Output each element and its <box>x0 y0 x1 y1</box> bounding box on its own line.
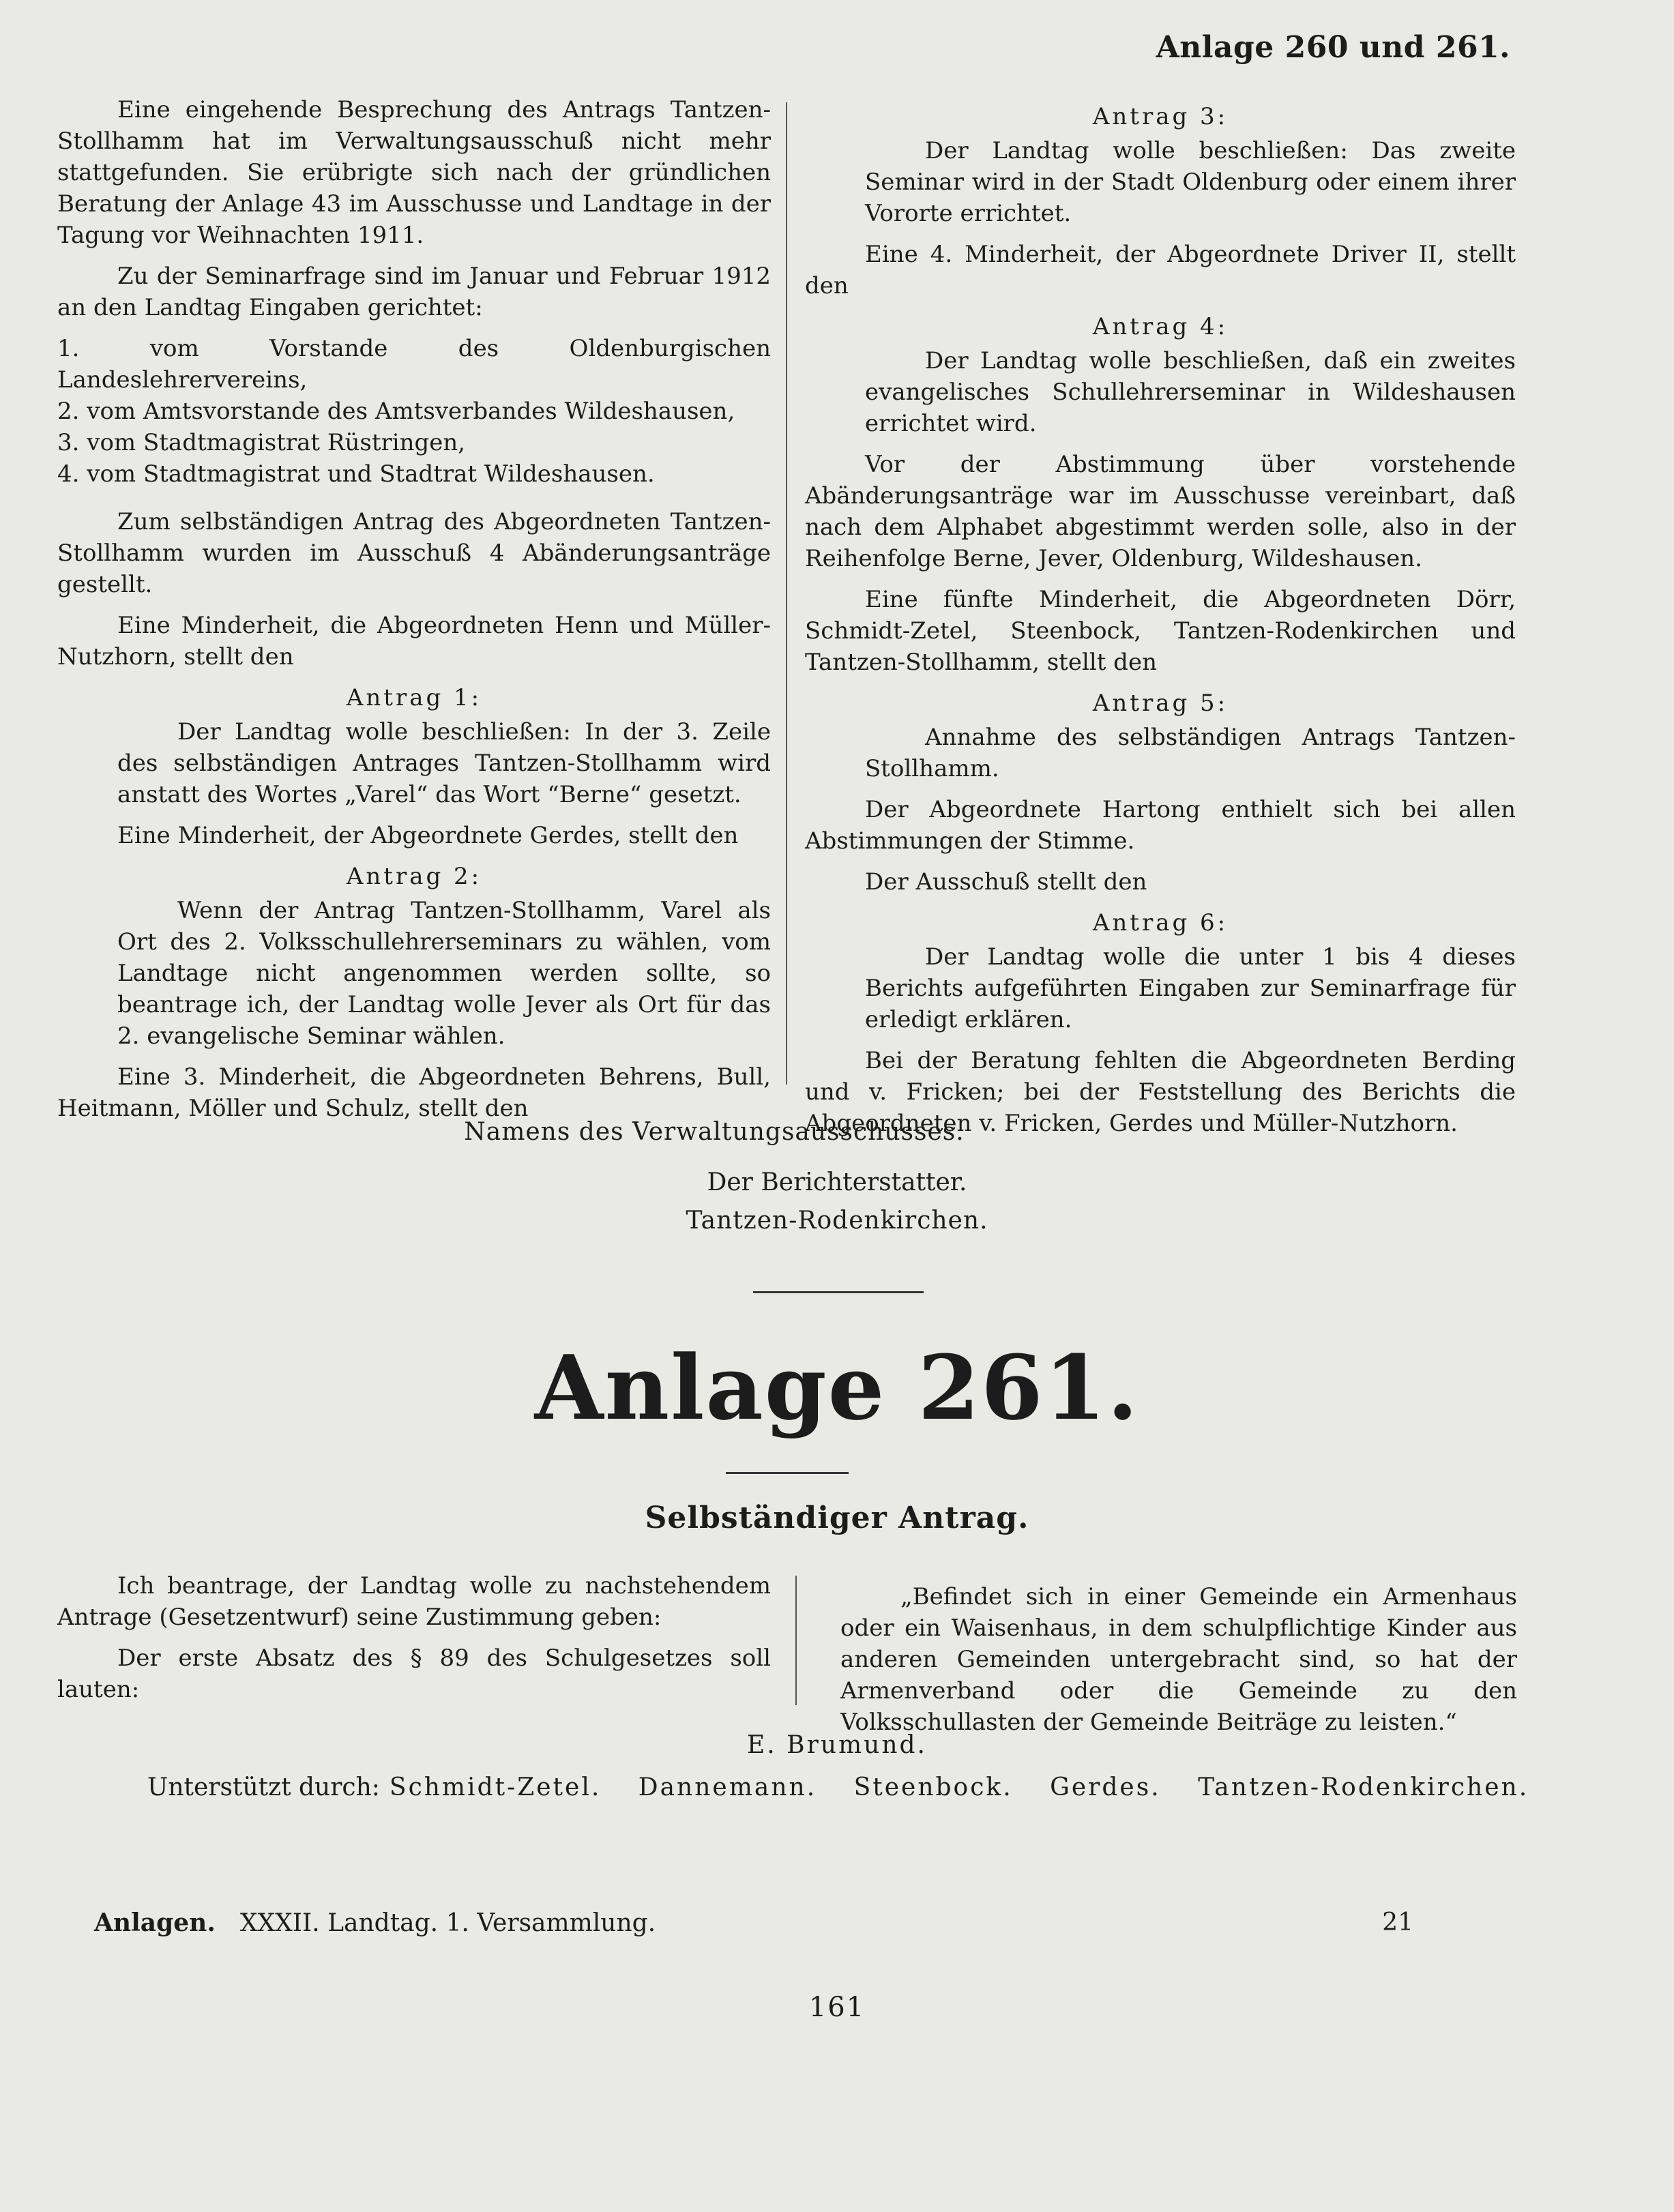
page-header: Anlage 260 und 261. <box>1156 30 1510 65</box>
list-item: 3. vom Stadtmagistrat Rüstringen, <box>57 429 466 456</box>
paragraph: Eine 3. Minderheit, die Abgeordneten Behrens, Bull, Heitmann, Möller und Schulz, stellt den <box>57 1063 771 1122</box>
antrag-heading: Antrag 5: <box>1092 690 1229 717</box>
author-name: E. Brumund. <box>746 1731 927 1759</box>
supported-by-line <box>147 1773 1529 1801</box>
list-item: 1. vom Vorstande des Oldenburgischen Landeslehrervereins, <box>57 335 771 394</box>
paragraph: Der Abgeordnete Hartong enthielt sich bei allen Abstimmungen der Stimme. <box>805 796 1516 855</box>
paragraph: Eine eingehende Besprechung des Antrags Tantzen-Stollhamm hat im Verwaltungsausschuß nicht mehr stattgefunden. Sie erübrigte sich nach der gründlichen Beratung der Anlage 43 im Ausschusse und Landtage in der Tagung vor Weihnachten 1911. <box>57 96 771 249</box>
supported-label: Unterstützt durch: <box>147 1773 380 1801</box>
antrag-text: Der Landtag wolle beschließen: Das zweite Seminar wird in der Stadt Oldenburg oder einem ihrer Vororte errichtet. <box>865 137 1516 227</box>
paragraph: Bei der Beratung fehlten die Abgeordneten Berding und v. Fricken; bei der Feststellung des Berichts die Abgeordneten v. Fricken, Gerdes und Müller-Nutzhorn. <box>805 1047 1516 1137</box>
anlage-title: Anlage 261. <box>534 1336 1140 1440</box>
column-divider <box>795 1576 797 1705</box>
page-number: 161 <box>808 1992 866 2023</box>
paragraph: Der Ausschuß stellt den <box>865 868 1147 896</box>
column-divider <box>786 102 787 1085</box>
paragraph: Ich beantrage, der Landtag wolle zu nachstehendem Antrage (Gesetzentwurf) seine Zustimmung geben: <box>57 1572 771 1631</box>
paragraph: Eine 4. Minderheit, der Abgeordnete Driver II, stellt den <box>805 241 1516 299</box>
footer-sheet-number: 21 <box>1382 1908 1413 1936</box>
list-item: 2. vom Amtsvorstande des Amtsverbandes Wildeshausen, <box>57 398 735 425</box>
paragraph: Eine Minderheit, die Abgeordneten Henn und Müller-Nutzhorn, stellt den <box>57 612 771 670</box>
section-rule <box>753 1291 924 1293</box>
antrag-heading: Antrag 2: <box>346 863 482 890</box>
antrag-heading: Antrag 4: <box>1092 313 1229 340</box>
right-column <box>805 100 1516 1149</box>
footer-label: Anlagen. <box>94 1908 216 1937</box>
signature-intro: Namens des Verwaltungsausschusses. <box>464 1118 965 1146</box>
left-column <box>57 94 771 1134</box>
antrag-heading: Antrag 1: <box>346 684 482 711</box>
signature-name: Tantzen-Rodenkirchen. <box>686 1207 988 1235</box>
paragraph: Vor der Abstimmung über vorstehende Abänderungsanträge war im Ausschusse vereinbart, daß nach dem Alphabet abgestimmt werden solle, also in der Reihenfolge Berne, Jever, Oldenburg, Wildeshausen. <box>805 451 1516 572</box>
antrag-heading: Antrag 3: <box>1092 103 1229 130</box>
antrag-text: Der Landtag wolle beschließen, daß ein zweites evangelisches Schullehrerseminar in Wildeshausen errichtet wird. <box>865 347 1516 437</box>
paragraph: Eine Minderheit, der Abgeordnete Gerdes, stellt den <box>117 822 739 849</box>
signature-role: Der Berichterstatter. <box>707 1168 967 1196</box>
antrag-text: Annahme des selbständigen Antrags Tantzen-Stollhamm. <box>865 724 1516 782</box>
antrag-text: Der Landtag wolle die unter 1 bis 4 dieses Berichts aufgeführten Eingaben zur Seminarfrage für erledigt erklären. <box>865 943 1516 1033</box>
paragraph: Zum selbständigen Antrag des Abgeordneten Tantzen-Stollhamm wurden im Ausschuß 4 Abänderungsanträge gestellt. <box>57 508 771 598</box>
paragraph: Eine fünfte Minderheit, die Abgeordneten Dörr, Schmidt-Zetel, Steenbock, Tantzen-Rodenkirchen und Tantzen-Stollhamm, stellt den <box>805 586 1516 676</box>
quoted-law-text: „Befindet sich in einer Gemeinde ein Armenhaus oder ein Waisenhaus, in dem schulpflichtige Kinder aus anderen Gemeinden untergebracht sind, so hat der Armenverband oder die Gemeinde zu den Volksschullasten der Gemeinde Beiträge zu leisten.“ <box>840 1583 1517 1736</box>
paragraph: Der erste Absatz des § 89 des Schulgesetzes soll lauten: <box>57 1645 771 1703</box>
antrag-heading: Antrag 6: <box>1092 909 1229 937</box>
list-item: 4. vom Stadtmagistrat und Stadtrat Wildeshausen. <box>57 460 655 488</box>
antrag-text: Wenn der Antrag Tantzen-Stollhamm, Varel als Ort des 2. Volksschullehrerseminars zu wählen, vom Landtage nicht angenommen werden sollte, so beantrage ich, der Landtag wolle Jever als Ort für das 2. evangelische Seminar wählen. <box>117 897 771 1050</box>
section-rule <box>726 1472 849 1474</box>
paragraph: Zu der Seminarfrage sind im Januar und Februar 1912 an den Landtag Eingaben gerichtet: <box>57 263 771 321</box>
supporter-names: Schmidt-Zetel. Dannemann. Steenbock. Gerdes. Tantzen-Rodenkirchen. <box>389 1773 1529 1801</box>
anlage261-left-column <box>57 1570 771 1715</box>
footer-session: XXXII. Landtag. 1. Versammlung. <box>239 1909 656 1937</box>
petition-list <box>57 333 771 490</box>
anlage-subheading: Selbständiger Antrag. <box>645 1501 1029 1535</box>
antrag-text: Der Landtag wolle beschließen: In der 3. Zeile des selbständigen Antrages Tantzen-Stollhamm wird anstatt des Wortes „Varel“ das Wort “Berne“ gesetzt. <box>117 718 771 808</box>
anlage261-right-column <box>840 1581 1517 1748</box>
footer-left <box>94 1908 656 1937</box>
